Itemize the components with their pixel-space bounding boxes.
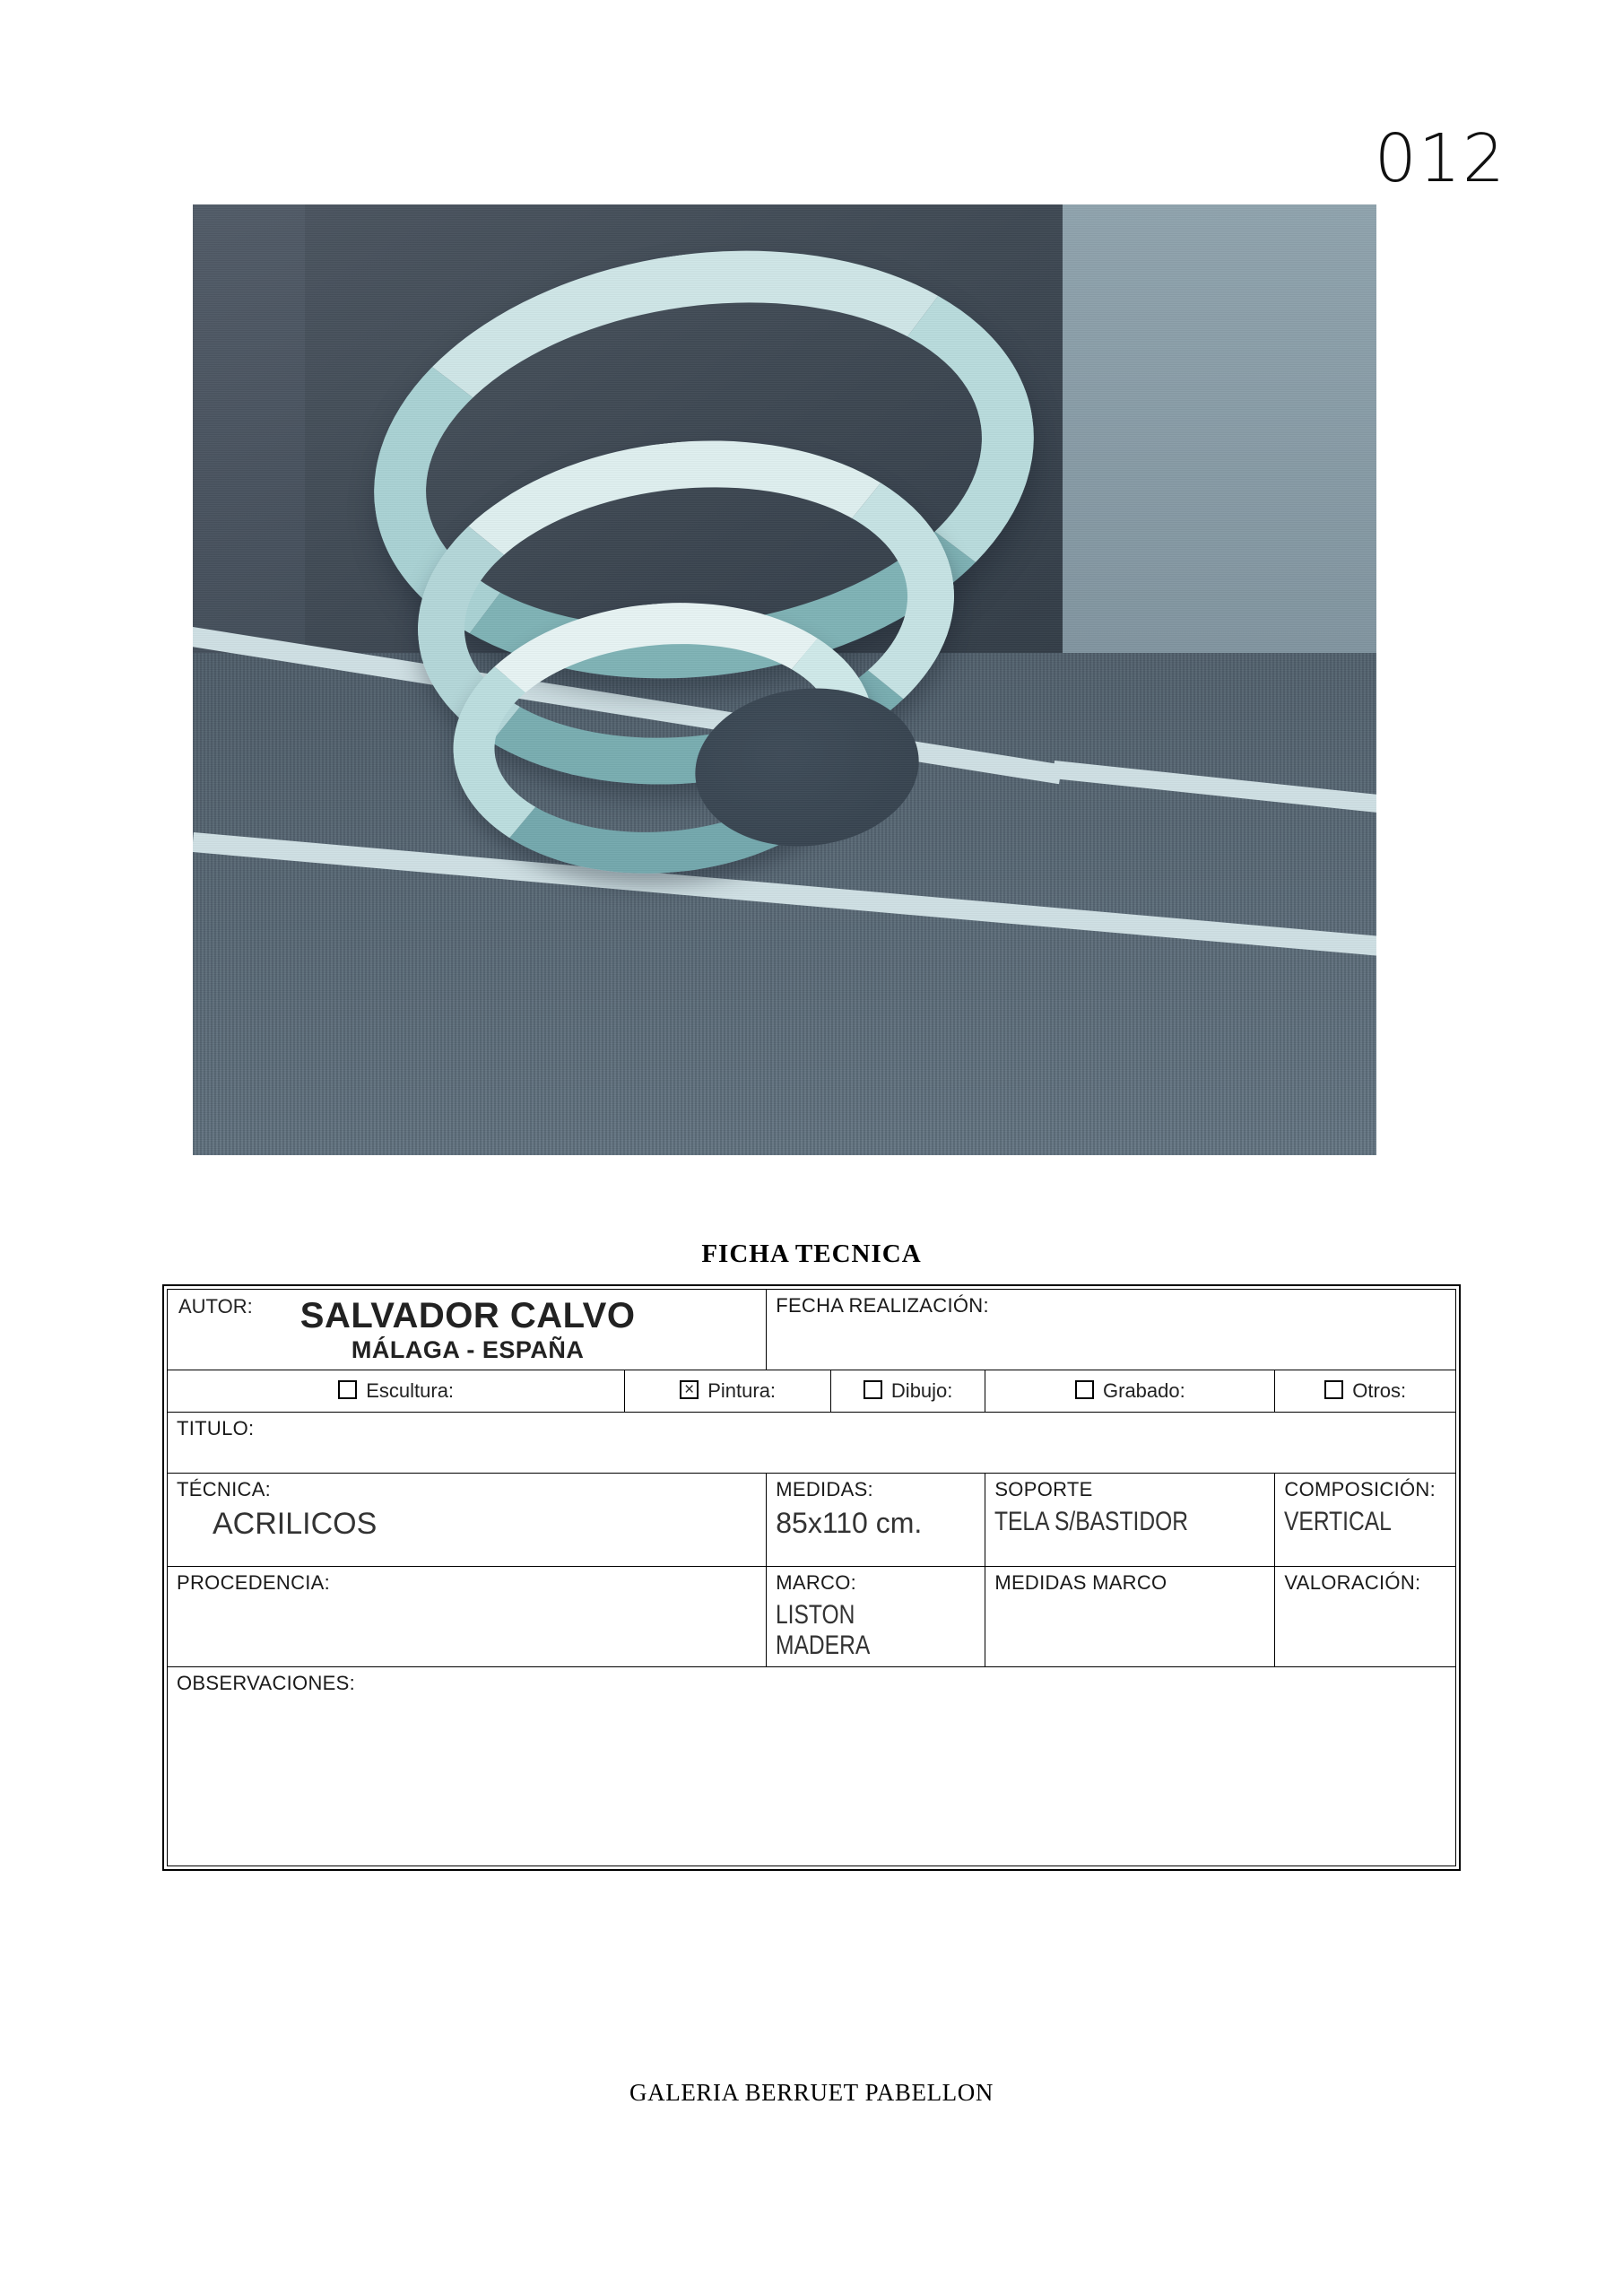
cell-observaciones[interactable] — [168, 1667, 1455, 1866]
checkbox-pintura-icon[interactable] — [680, 1380, 699, 1399]
table-row-procedencia — [168, 1567, 1455, 1667]
cell-tecnica[interactable] — [168, 1474, 767, 1567]
type-label-grabado: Grabado: — [1103, 1379, 1185, 1402]
type-option-escultura[interactable] — [168, 1370, 625, 1413]
cell-marco[interactable] — [767, 1567, 985, 1667]
cell-soporte[interactable] — [985, 1474, 1275, 1567]
medidas-marco-label: MEDIDAS MARCO — [994, 1571, 1167, 1594]
medidas-label: MEDIDAS: — [776, 1478, 873, 1500]
cell-medidas[interactable] — [767, 1474, 985, 1567]
cell-composicion[interactable] — [1275, 1474, 1455, 1567]
fecha-realizacion-label: FECHA REALIZACIÓN: — [776, 1294, 989, 1317]
technical-sheet — [162, 1284, 1461, 1871]
type-option-otros[interactable] — [1275, 1370, 1455, 1413]
composicion-label: COMPOSICIÓN: — [1284, 1478, 1436, 1500]
cell-autor — [168, 1290, 767, 1370]
artwork-canvas — [193, 204, 1376, 1155]
type-option-dibujo[interactable] — [831, 1370, 985, 1413]
cell-medidas-marco[interactable] — [985, 1567, 1275, 1667]
author-city: MÁLAGA - ESPAÑA — [351, 1336, 585, 1363]
type-label-otros: Otros: — [1352, 1379, 1407, 1402]
table-row-observaciones — [168, 1667, 1455, 1866]
cell-procedencia[interactable] — [168, 1567, 767, 1667]
checkbox-otros-icon[interactable] — [1324, 1380, 1343, 1399]
cell-valoracion[interactable] — [1275, 1567, 1455, 1667]
type-label-escultura: Escultura: — [366, 1379, 455, 1402]
medidas-value: 85x110 cm. — [776, 1507, 923, 1539]
marco-label: MARCO: — [776, 1571, 857, 1594]
technical-sheet-inner — [167, 1289, 1456, 1866]
titulo-label: TITULO: — [177, 1417, 255, 1439]
artwork-image — [193, 204, 1376, 1155]
type-label-pintura: Pintura: — [707, 1379, 777, 1402]
footer-gallery-name: GALERIA BERRUET PABELLON — [629, 2079, 994, 2106]
checkbox-dibujo-icon[interactable] — [864, 1380, 882, 1399]
procedencia-label: PROCEDENCIA: — [177, 1571, 331, 1594]
table-row-titulo — [168, 1413, 1455, 1474]
table-row-autor — [168, 1290, 1455, 1370]
catalog-number: 012 — [1374, 120, 1506, 197]
soporte-label: SOPORTE — [994, 1478, 1093, 1500]
marco-value: LISTON MADERA — [776, 1600, 871, 1660]
cell-titulo[interactable] — [168, 1413, 1455, 1474]
valoracion-label: VALORACIÓN: — [1284, 1571, 1421, 1594]
table-row-tecnica — [168, 1474, 1455, 1567]
soporte-value: TELA S/BASTIDOR — [994, 1507, 1189, 1536]
composicion-value: VERTICAL — [1284, 1507, 1393, 1536]
cell-fecha-realizacion[interactable] — [767, 1290, 1455, 1370]
autor-label: AUTOR: — [178, 1295, 253, 1318]
tecnica-label: TÉCNICA: — [177, 1478, 272, 1500]
sheet-heading: FICHA TECNICA — [701, 1239, 922, 1268]
checkbox-escultura-icon[interactable] — [338, 1380, 357, 1399]
technical-sheet-table — [168, 1290, 1455, 1866]
observaciones-label: OBSERVACIONES: — [177, 1672, 355, 1694]
table-row-tipo — [168, 1370, 1455, 1413]
type-option-grabado[interactable] — [985, 1370, 1275, 1413]
tecnica-value: ACRILICOS — [213, 1507, 378, 1541]
checkbox-grabado-icon[interactable] — [1075, 1380, 1094, 1399]
type-option-pintura[interactable] — [625, 1370, 831, 1413]
author-name: SALVADOR CALVO — [299, 1296, 636, 1335]
type-label-dibujo: Dibujo: — [890, 1379, 953, 1402]
